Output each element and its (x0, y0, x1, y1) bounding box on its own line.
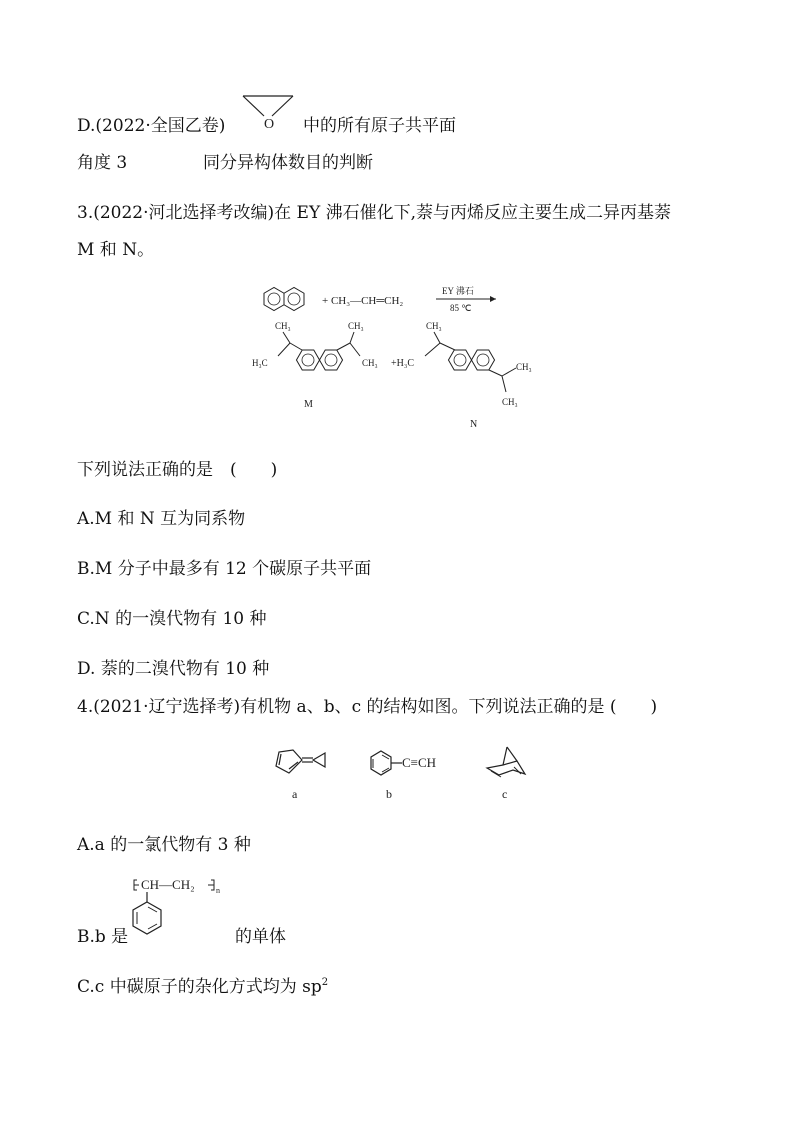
q4-option-c[interactable] (77, 976, 328, 998)
n-ch3-top: CH₃ (426, 321, 442, 331)
q4-structures (255, 735, 555, 805)
option-d-prefix: D.(2022·全国乙卷) (77, 116, 226, 136)
temperature-label: 85 ℃ (450, 303, 472, 313)
q4-option-a[interactable]: A.a 的一氯代物有 3 种 (77, 835, 251, 855)
q3-option-b[interactable]: B.M 分子中最多有 12 个碳原子共平面 (77, 559, 372, 579)
epoxide-structure (240, 94, 300, 132)
q4-option-c-superscript: 2 (321, 977, 329, 988)
section-label: 角度 3 (77, 153, 128, 173)
q3-stem-line2: M 和 N。 (77, 240, 155, 260)
q4-option-b-suffix[interactable]: 的单体 (235, 927, 286, 947)
q4-stem: 4.(2021·辽宁选择考)有机物 a、b、c 的结构如图。下列说法正确的是 ( ) (77, 697, 658, 717)
propylene-formula: + CH₃—CH═CH₂ (322, 295, 404, 307)
label-a: a (292, 787, 298, 801)
m-ch3-top-right: CH₃ (348, 321, 364, 331)
polymer-n: n (216, 886, 220, 895)
product-n-structure (425, 332, 516, 392)
alkyne-formula: C≡CH (402, 755, 437, 770)
q3-stem-line1: 3.(2022·河北选择考改编)在 EY 沸石催化下,萘与丙烯反应主要生成二异丙基萘 (77, 203, 671, 223)
m-ch3-right: CH₃ (362, 358, 378, 368)
label-b: b (386, 787, 392, 801)
q3-reaction-scheme (250, 280, 550, 435)
label-n: N (470, 419, 478, 430)
label-m: M (304, 399, 313, 410)
q3-option-d[interactable]: D. 萘的二溴代物有 10 种 (77, 659, 270, 679)
epoxide-oxygen-label: O (264, 117, 275, 132)
q3-option-a[interactable]: A.M 和 N 互为同系物 (77, 509, 246, 529)
n-ch3-bottom: CH₃ (502, 397, 518, 407)
option-d-suffix: 中的所有原子共平面 (303, 116, 456, 136)
naphthalene-structure (264, 287, 304, 310)
q4-option-b-prefix[interactable]: B.b 是 (77, 927, 129, 947)
m-ch3-top-left: CH₃ (275, 321, 291, 331)
product-m-structure (278, 332, 360, 370)
polymer-backbone: CH—CH₂ (141, 877, 195, 892)
label-c: c (502, 787, 508, 801)
structure-a (276, 750, 325, 773)
q3-prompt: 下列说法正确的是 ( ) (77, 460, 278, 480)
m-h3c-left: H₃C (252, 358, 268, 368)
plus-h3c: +H₃C (391, 358, 415, 369)
structure-b (371, 751, 402, 775)
q4-option-c-main: C.c 中碳原子的杂化方式均为 sp (77, 977, 322, 997)
reaction-arrow (436, 285, 496, 313)
section-title: 同分异构体数目的判断 (203, 153, 373, 173)
n-ch3-right: CH₃ (516, 362, 532, 372)
catalyst-label: EY 沸石 (442, 286, 474, 296)
q3-option-c[interactable]: C.N 的一溴代物有 10 种 (77, 609, 267, 629)
structure-c (487, 747, 525, 777)
polystyrene-structure (130, 873, 240, 948)
